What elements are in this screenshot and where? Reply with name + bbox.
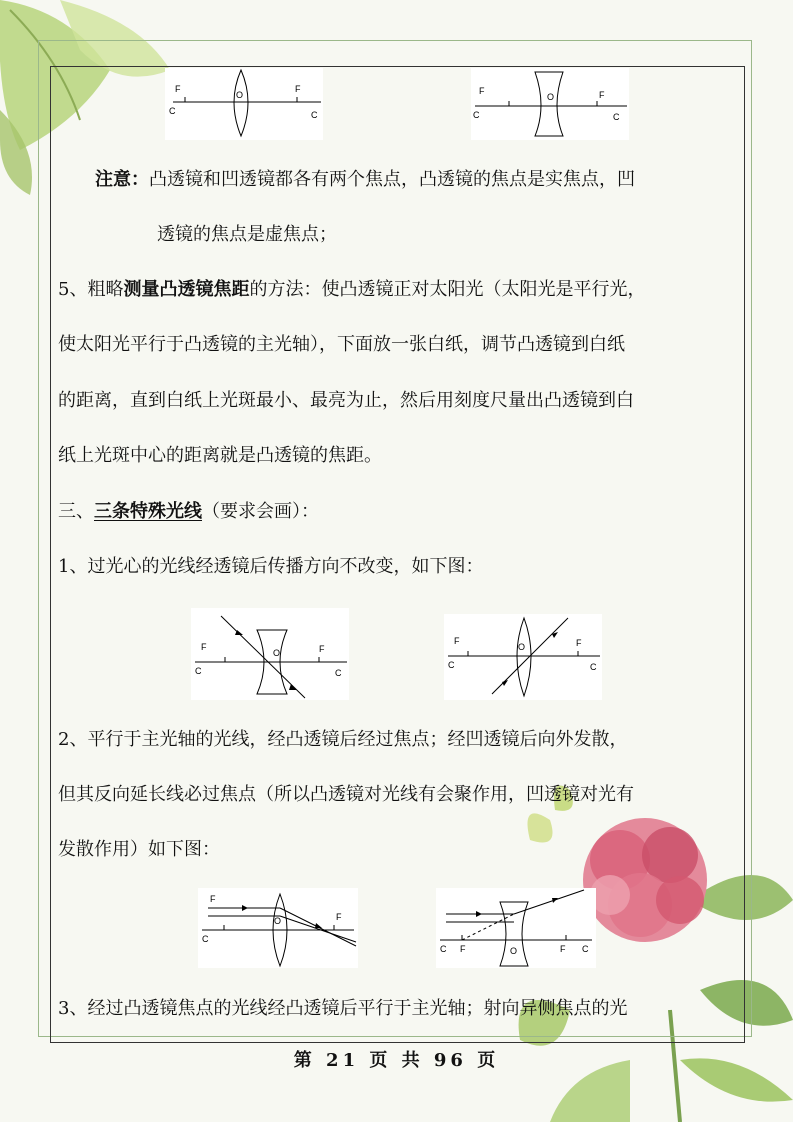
center-label: C — [582, 944, 589, 954]
heading-prefix: 三、 — [58, 501, 94, 522]
focus-label: F — [175, 84, 181, 94]
center-label: C — [613, 112, 620, 122]
focus-label: F — [295, 84, 301, 94]
rule3-text: 3、经过凸透镜焦点的光线经凸透镜后平行于主光轴；射向异侧焦点的光 — [58, 998, 628, 1019]
focus-label: F — [460, 944, 466, 954]
section-heading — [58, 499, 319, 525]
note-line-2: 透镜的焦点是虚焦点； — [157, 224, 337, 245]
figure-convex-center-ray — [444, 614, 602, 700]
focus-label: F — [319, 644, 325, 654]
rule2-line-1: 2、平行于主光轴的光线，经凸透镜后经过焦点；经凹透镜后向外发散， — [58, 729, 628, 750]
rule1-text: 1、过光心的光线经透镜后传播方向不改变，如下图： — [58, 556, 484, 577]
center-label: C — [335, 668, 342, 678]
focus-label: F — [210, 894, 216, 904]
center-label: C — [590, 662, 597, 672]
rule2-line-2: 但其反向延长线必过焦点（所以凸透镜对光线有会聚作用，凹透镜对光有 — [58, 784, 634, 805]
figure-concave-lens — [471, 68, 629, 140]
focus-label: F — [454, 636, 460, 646]
heading-title: 三条特殊光线 — [94, 501, 202, 522]
focus-label: F — [560, 944, 566, 954]
rule2-line-3: 发散作用）如下图： — [58, 839, 220, 860]
optical-center-label: O — [274, 916, 282, 926]
figure-concave-parallel-rays — [436, 888, 596, 968]
center-label: C — [448, 660, 455, 670]
center-label: C — [473, 110, 480, 120]
optical-center-label: O — [510, 946, 518, 956]
note-line-1 — [95, 167, 635, 193]
page-number-footer: 第 21 页 共 96 页 — [293, 1050, 500, 1071]
note-text: 凸透镜和凹透镜都各有两个焦点，凸透镜的焦点是实焦点，凹 — [149, 169, 635, 190]
section5-line-3: 的距离，直到白纸上光斑最小、最亮为止，然后用刻度尺量出凸透镜到白 — [58, 390, 634, 411]
focus-label: F — [479, 86, 485, 96]
center-label: C — [169, 106, 176, 116]
center-label: C — [202, 934, 209, 944]
note-label: 注意： — [95, 169, 149, 190]
section5-rest: 的方法：使凸透镜正对太阳光（太阳光是平行光， — [249, 279, 646, 300]
focus-label: F — [576, 638, 582, 648]
figure-convex-parallel-rays — [198, 888, 358, 968]
center-label: C — [311, 110, 318, 120]
section5-line-2: 使太阳光平行于凸透镜的主光轴），下面放一张白纸，调节凸透镜到白纸 — [58, 334, 625, 355]
section5-line-1 — [58, 277, 645, 303]
optical-center-label: O — [518, 642, 526, 652]
focus-label: F — [201, 642, 207, 652]
section5-line-4: 纸上光斑中心的距离就是凸透镜的焦距。 — [58, 445, 382, 466]
figure-convex-lens — [165, 68, 323, 140]
section5-bold: 测量凸透镜焦距 — [123, 279, 250, 300]
optical-center-label: O — [236, 90, 244, 100]
center-label: C — [195, 666, 202, 676]
focus-label: F — [599, 90, 605, 100]
focus-label: F — [336, 912, 342, 922]
center-label: C — [440, 944, 447, 954]
optical-center-label: O — [547, 92, 555, 102]
section5-prefix: 5、粗略 — [58, 279, 124, 300]
optical-center-label: O — [273, 648, 281, 658]
heading-suffix: （要求会画）： — [202, 501, 319, 522]
figure-concave-center-ray — [191, 608, 349, 700]
